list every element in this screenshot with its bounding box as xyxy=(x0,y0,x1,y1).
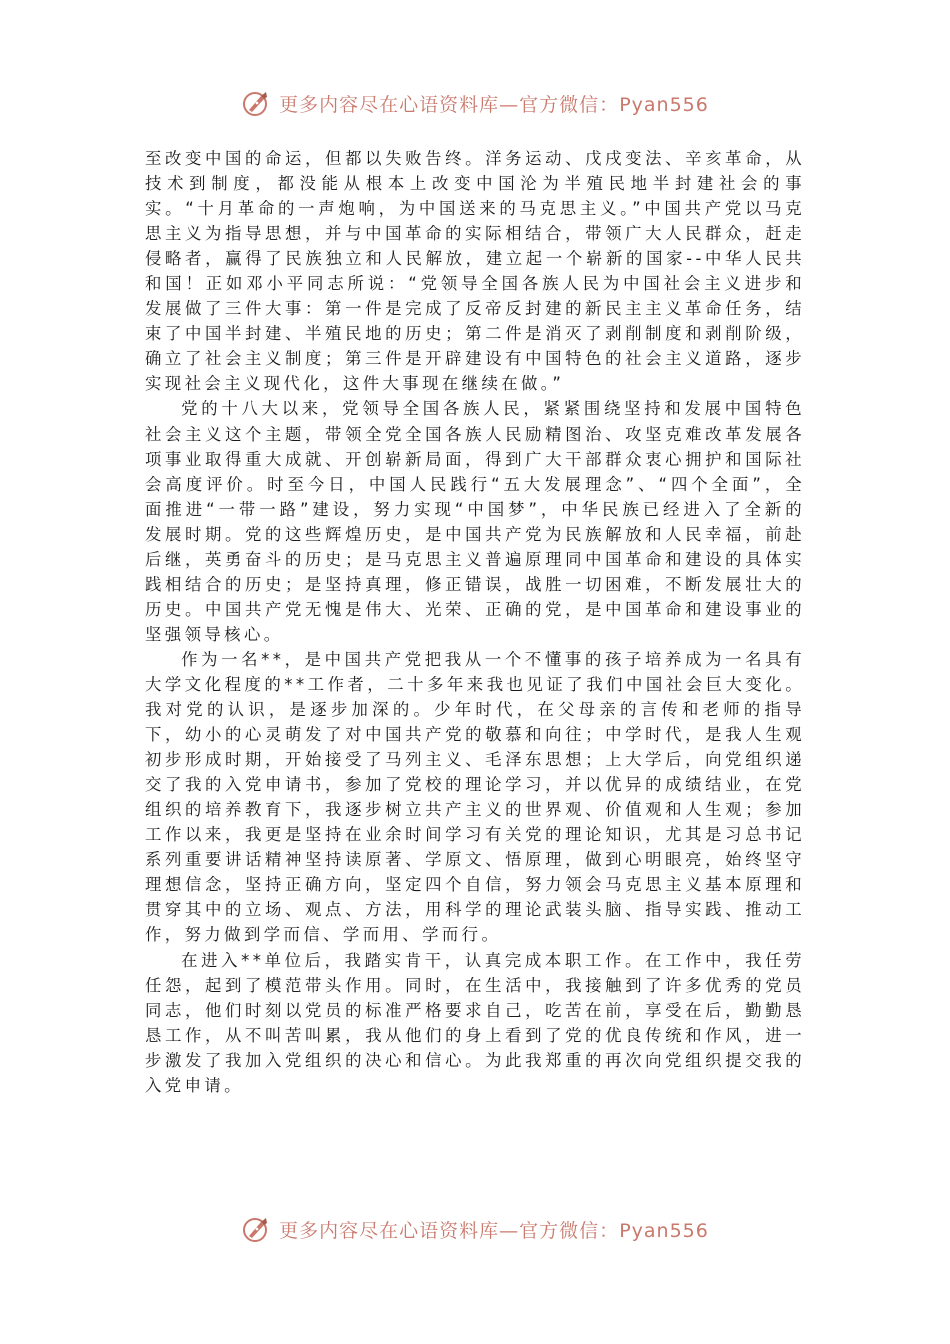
watermark-brand: 更多内容尽在心语资料库 xyxy=(279,93,500,116)
document-body xyxy=(145,146,805,1098)
watermark-official-label: 官方微信： xyxy=(519,93,620,116)
watermark-text xyxy=(279,1216,709,1243)
watermark-official-label: 官方微信： xyxy=(519,1219,620,1242)
watermark-text xyxy=(279,90,709,117)
watermark-wechat-id: Pyan556 xyxy=(619,93,709,116)
watermark-wechat-id: Pyan556 xyxy=(619,1219,709,1242)
pen-nib-circle-icon xyxy=(241,88,271,118)
watermark-separator: — xyxy=(499,93,520,116)
paragraph: 党的十八大以来，党领导全国各族人民，紧紧围绕坚持和发展中国特色社会主义这个主题，带领全党全国各族人民励精图治、攻坚克难改革发展各项事业取得重大成就、开创崭新局面，得到广大干部群众衷心拥护和国际社会高度评价。时至今日，中国人民践行“五大发展理念”、“四个全面”，全面推进“一带一路”建设，努力实现“中国梦”，中华民族已经进入了全新的发展时期。党的这些辉煌历史，是中国共产党为民族解放和人民幸福，前赴后继，英勇奋斗的历史；是马克思主义普遍原理同中国革命和建设的具体实践相结合的历史；是坚持真理，修正错误，战胜一切困难，不断发展壮大的历史。中国共产党无愧是伟大、光荣、正确的党，是中国革命和建设事业的坚强领导核心。 xyxy=(145,399,805,644)
paragraph: 在进入**单位后，我踏实肯干，认真完成本职工作。在工作中，我任劳任怨，起到了模范带头作用。同时，在生活中，我接触到了许多优秀的党员同志，他们时刻以党员的标准严格要求自己，吃苦在前，享受在后，勤勤恳恳工作，从不叫苦叫累，我从他们的身上看到了党的优良传统和作风，进一步激发了我加入党组织的决心和信心。为此我郑重的再次向党组织提交我的入党申请。 xyxy=(145,950,805,1095)
pen-nib-circle-icon xyxy=(241,1214,271,1244)
watermark-brand: 更多内容尽在心语资料库 xyxy=(279,1219,500,1242)
watermark-header xyxy=(0,85,950,121)
paragraph: 至改变中国的命运，但都以失败告终。洋务运动、戊戌变法、辛亥革命，从技术到制度，都没能从根本上改变中国沦为半殖民地半封建社会的事实。“十月革命的一声炮响，为中国送来的马克思主义。”中国共产党以马克思主义为指导思想，并与中国革命的实际相结合，带领广大人民群众，赶走侵略者，赢得了民族独立和人民解放，建立起一个崭新的国家--中华人民共和国！正如邓小平同志所说：“党领导全国各族人民为中国社会主义进步和发展做了三件大事：第一件是完成了反帝反封建的新民主主义革命任务，结束了中国半封建、半殖民地的历史；第二件是消灭了剥削制度和剥削阶级，确立了社会主义制度；第三件是开辟建设有中国特色的社会主义道路，逐步实现社会主义现代化，这件大事现在继续在做。” xyxy=(145,149,805,394)
watermark-separator: — xyxy=(499,1219,520,1242)
watermark-footer xyxy=(0,1211,950,1247)
paragraph: 作为一名**，是中国共产党把我从一个不懂事的孩子培养成为一名具有大学文化程度的**工作者，二十多年来我也见证了我们中国社会巨大变化。我对党的认识，是逐步加深的。少年时代，在父母亲的言传和老师的指导下，幼小的心灵萌发了对中国共产党的敬慕和向往；中学时代，是我人生观初步形成时期，开始接受了马列主义、毛泽东思想；上大学后，向党组织递交了我的入党申请书，参加了党校的理论学习，并以优异的成绩结业，在党组织的培养教育下，我逐步树立共产主义的世界观、价值观和人生观；参加工作以来，我更是坚持在业余时间学习有关党的理论知识，尤其是习总书记系列重要讲话精神坚持读原著、学原文、悟原理，做到心明眼亮，始终坚守理想信念，坚持正确方向，坚定四个自信，努力领会马克思主义基本原理和贯穿其中的立场、观点、方法，用科学的理论武装头脑、指导实践、推动工作，努力做到学而信、学而用、学而行。 xyxy=(145,649,805,945)
